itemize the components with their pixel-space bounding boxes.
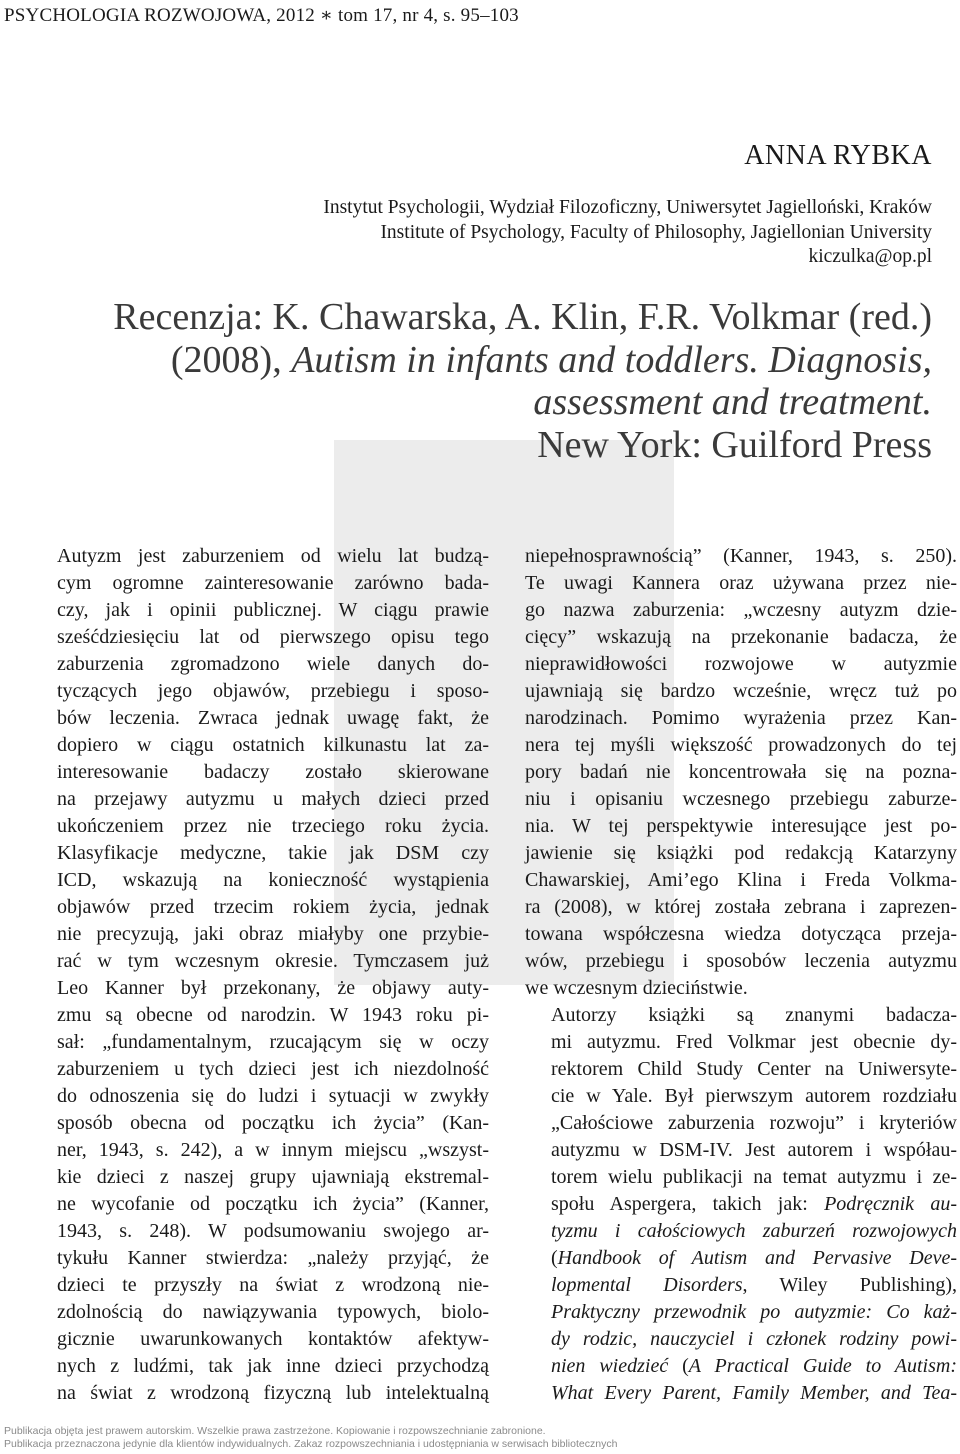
text-line: „Całościowe zaburzenia rozwoju” i kryteriów bbox=[551, 1112, 957, 1134]
title-book-part-2: assessment and treatment. bbox=[533, 381, 932, 423]
text-line bbox=[525, 1326, 957, 1353]
text-line bbox=[525, 1191, 957, 1218]
text-line: rać w tym wczesnym okresie. Tymczasem już bbox=[57, 950, 489, 972]
book-title-italic: nien wiedzieć bbox=[551, 1355, 669, 1377]
title-line-3 bbox=[113, 381, 932, 424]
text-line: na przejawy autyzmu u małych dzieci przed bbox=[57, 788, 489, 810]
text-line bbox=[525, 1353, 957, 1380]
text-line: ukończeniem przez nie trzeciego roku życia. bbox=[57, 815, 489, 837]
text-line: cięcy” wskazują na przekonanie badacza, że bbox=[525, 626, 957, 648]
text-line: Klasyfikacje medyczne, takie jak DSM czy bbox=[57, 842, 489, 864]
text-line: Leo Kanner był przekonany, że objawy auty- bbox=[57, 977, 489, 999]
text-line: dzieci te przyszły na świat z wrodzoną nie- bbox=[57, 1274, 489, 1296]
title-line-1: Recenzja: K. Chawarska, A. Klin, F.R. Volkmar (red.) bbox=[113, 296, 932, 338]
text-line: mi autyzmu. Fred Volkmar jest obecnie dy- bbox=[551, 1031, 957, 1053]
book-title-italic: Podręcznik au- bbox=[824, 1193, 957, 1215]
author-email: kiczulka@op.pl bbox=[808, 246, 932, 267]
text-line: zmu są obecne od narodzin. W 1943 roku pi- bbox=[57, 1004, 489, 1026]
text-line: tyczących jego objawów, przebiegu i sposo- bbox=[57, 680, 489, 702]
text-line: ner, 1943, s. 242), a w innym miejscu „wszyst- bbox=[57, 1139, 489, 1161]
text-line: 1943, s. 248). W podsumowaniu swojego ar- bbox=[57, 1220, 489, 1242]
author-name: ANNA RYBKA bbox=[744, 140, 932, 171]
text-line: sześćdziesięciu lat od pierwszego opisu tego bbox=[57, 626, 489, 648]
copyright-footer bbox=[4, 1425, 617, 1451]
book-title-italic: A Practical Guide to Autism: bbox=[688, 1355, 957, 1377]
text-line: do odnoszenia się do ludzi i sytuacji w zwykły bbox=[57, 1085, 489, 1107]
title-book-part-1: Autism in infants and toddlers. Diagnosis, bbox=[291, 338, 932, 381]
text-line: cie w Yale. Był pierwszym autorem rozdziału bbox=[551, 1085, 957, 1107]
text-line: Autorzy książki są znanymi badacza- bbox=[551, 1004, 957, 1026]
text-line: nie precyzują, jaki obraz miałyby one przybie- bbox=[57, 923, 489, 945]
text-line: nieprawidłowości rozwojowe w autyzmie bbox=[525, 653, 957, 675]
footer-line-2: Publikacja przeznaczona jedynie dla klientów indywidualnych. Zakaz rozpowszechniania i udostępniania w serwisach bibliotecznych bbox=[4, 1438, 618, 1450]
text-line: na świat z wrodzoną fizyczną lub intelektualną bbox=[57, 1382, 489, 1404]
text-line: rektorem Child Study Center na Uniwersyte- bbox=[551, 1058, 957, 1080]
text-line: narodzinach. Pomimo wyrażenia przez Kan- bbox=[525, 707, 957, 729]
text-span: społu Aspergera, takich jak: bbox=[551, 1193, 825, 1215]
text-line: torem wielu publikacji na temat autyzmu i ze- bbox=[551, 1166, 957, 1188]
text-line: gicznie uwarunkowanych kontaktów afektyw- bbox=[57, 1328, 489, 1350]
text-line: nia. W tej perspektywie interesujące jest po- bbox=[525, 815, 957, 837]
book-title-italic: What Every Parent, Family Member, and Tea- bbox=[551, 1382, 957, 1404]
text-span: ( bbox=[668, 1355, 689, 1377]
running-head: PSYCHOLOGIA ROZWOJOWA, 2012 ∗ tom 17, nr 4, s. 95–103 bbox=[4, 5, 519, 26]
footer-line-1: Publikacja objęta jest prawem autorskim. Wszelkie prawa zastrzeżone. Kopiowanie i rozpowszechnianie zabronione. bbox=[4, 1425, 546, 1437]
text-line: nera tej myśli większość prowadzonych do tej bbox=[525, 734, 957, 756]
text-span: , Wiley Publishing), bbox=[742, 1274, 957, 1296]
text-line: ICD, wskazują na konieczność wystąpienia bbox=[57, 869, 489, 891]
book-title-italic: Praktyczny przewodnik po autyzmie: Co każ- bbox=[551, 1301, 957, 1323]
text-line: bów leczenia. Zwraca jednak uwagę fakt, że bbox=[57, 707, 489, 729]
left-paragraph bbox=[57, 543, 489, 1407]
book-title-italic: lopmental Disorders bbox=[551, 1274, 743, 1296]
text-span: ( bbox=[551, 1247, 558, 1269]
text-line: ra (2008), w której została zebrana i zaprezen- bbox=[525, 896, 957, 918]
title-line-2 bbox=[113, 339, 932, 382]
text-line: Te uwagi Kannera oraz używana przez nie- bbox=[525, 572, 957, 594]
text-line bbox=[525, 1380, 957, 1407]
text-line: czy, jak i opinii publicznej. W ciągu prawie bbox=[57, 599, 489, 621]
text-line: zdolnością do nawiązywania typowych, biolo- bbox=[57, 1301, 489, 1323]
text-line bbox=[525, 1299, 957, 1326]
text-line: kie dzieci z naszej grupy ujawniają ekstremal- bbox=[57, 1166, 489, 1188]
text-line: dopiero w ciągu ostatnich kilkunastu lat za- bbox=[57, 734, 489, 756]
text-line: interesowanie badaczy zostało skierowane bbox=[57, 761, 489, 783]
text-line: objawów przed trzecim rokiem życia, jednak bbox=[57, 896, 489, 918]
book-title-italic: dy rodzic, nauczyciel i członek rodziny powi- bbox=[551, 1328, 957, 1350]
text-line: nych z ludźmi, tak jak inne dzieci przychodzą bbox=[57, 1355, 489, 1377]
left-column bbox=[57, 543, 489, 1407]
text-line: niepełnosprawnością” (Kanner, 1943, s. 250). bbox=[525, 545, 957, 567]
text-line: ne wycofanie od początku ich życia” (Kanner, bbox=[57, 1193, 489, 1215]
text-line: ujawniają się bardzo wcześnie, wręcz tuż po bbox=[525, 680, 957, 702]
right-paragraph-2 bbox=[525, 1002, 957, 1407]
review-title bbox=[113, 296, 932, 466]
text-line: niu i opisaniu wczesnego przebiegu zaburze- bbox=[525, 788, 957, 810]
right-paragraph-1 bbox=[525, 543, 957, 1002]
text-line: go nazwa zaburzenia: „wczesny autyzm dzie- bbox=[525, 599, 957, 621]
author-affiliation bbox=[323, 196, 932, 270]
text-line: we wczesnym dzieciństwie. bbox=[525, 977, 748, 999]
text-line: autyzmu w DSM-IV. Jest autorem i współau- bbox=[551, 1139, 957, 1161]
text-line: towana współczesna wiedza dotycząca przeja- bbox=[525, 923, 957, 945]
book-title-italic: Handbook of Autism and Pervasive Deve- bbox=[557, 1247, 957, 1269]
text-line: pory badań nie koncentrowała się na pozna- bbox=[525, 761, 957, 783]
right-column bbox=[525, 543, 957, 1407]
affiliation-polish: Instytut Psychologii, Wydział Filozoficzny, Uniwersytet Jagielloński, Kraków bbox=[323, 197, 932, 218]
text-line: zaburzeniem u tych dzieci jest ich niezdolność bbox=[57, 1058, 489, 1080]
text-line: cym ogromne zainteresowanie zarówno bada- bbox=[57, 572, 489, 594]
text-line: sał: „fundamentalnym, rzucającym się w oczy bbox=[57, 1031, 489, 1053]
text-line: tykułu Kanner stwierdza: „należy przyjąć, że bbox=[57, 1247, 489, 1269]
text-line bbox=[525, 1272, 957, 1299]
book-title-italic: tyzmu i całościowych zaburzeń rozwojowych bbox=[551, 1220, 957, 1242]
title-year: (2008), bbox=[170, 338, 292, 381]
affiliation-english: Institute of Psychology, Faculty of Philosophy, Jagiellonian University bbox=[380, 221, 932, 243]
text-line: sposób obecna od początku ich życia” (Kan- bbox=[57, 1112, 489, 1134]
text-line: Autyzm jest zaburzeniem od wielu lat budzą- bbox=[57, 545, 489, 567]
text-line: zaburzenia zgromadzono wiele danych do- bbox=[57, 653, 489, 675]
text-line: jawienie się książki pod redakcją Katarzyny bbox=[525, 842, 957, 864]
text-line bbox=[525, 1245, 957, 1272]
text-line: Chawarskiej, Ami’ego Klina i Freda Volkma- bbox=[525, 869, 957, 891]
text-line: wów, przebiegu i sposobów leczenia autyzmu bbox=[525, 950, 957, 972]
text-line bbox=[525, 1218, 957, 1245]
title-line-4: New York: Guilford Press bbox=[537, 423, 932, 466]
